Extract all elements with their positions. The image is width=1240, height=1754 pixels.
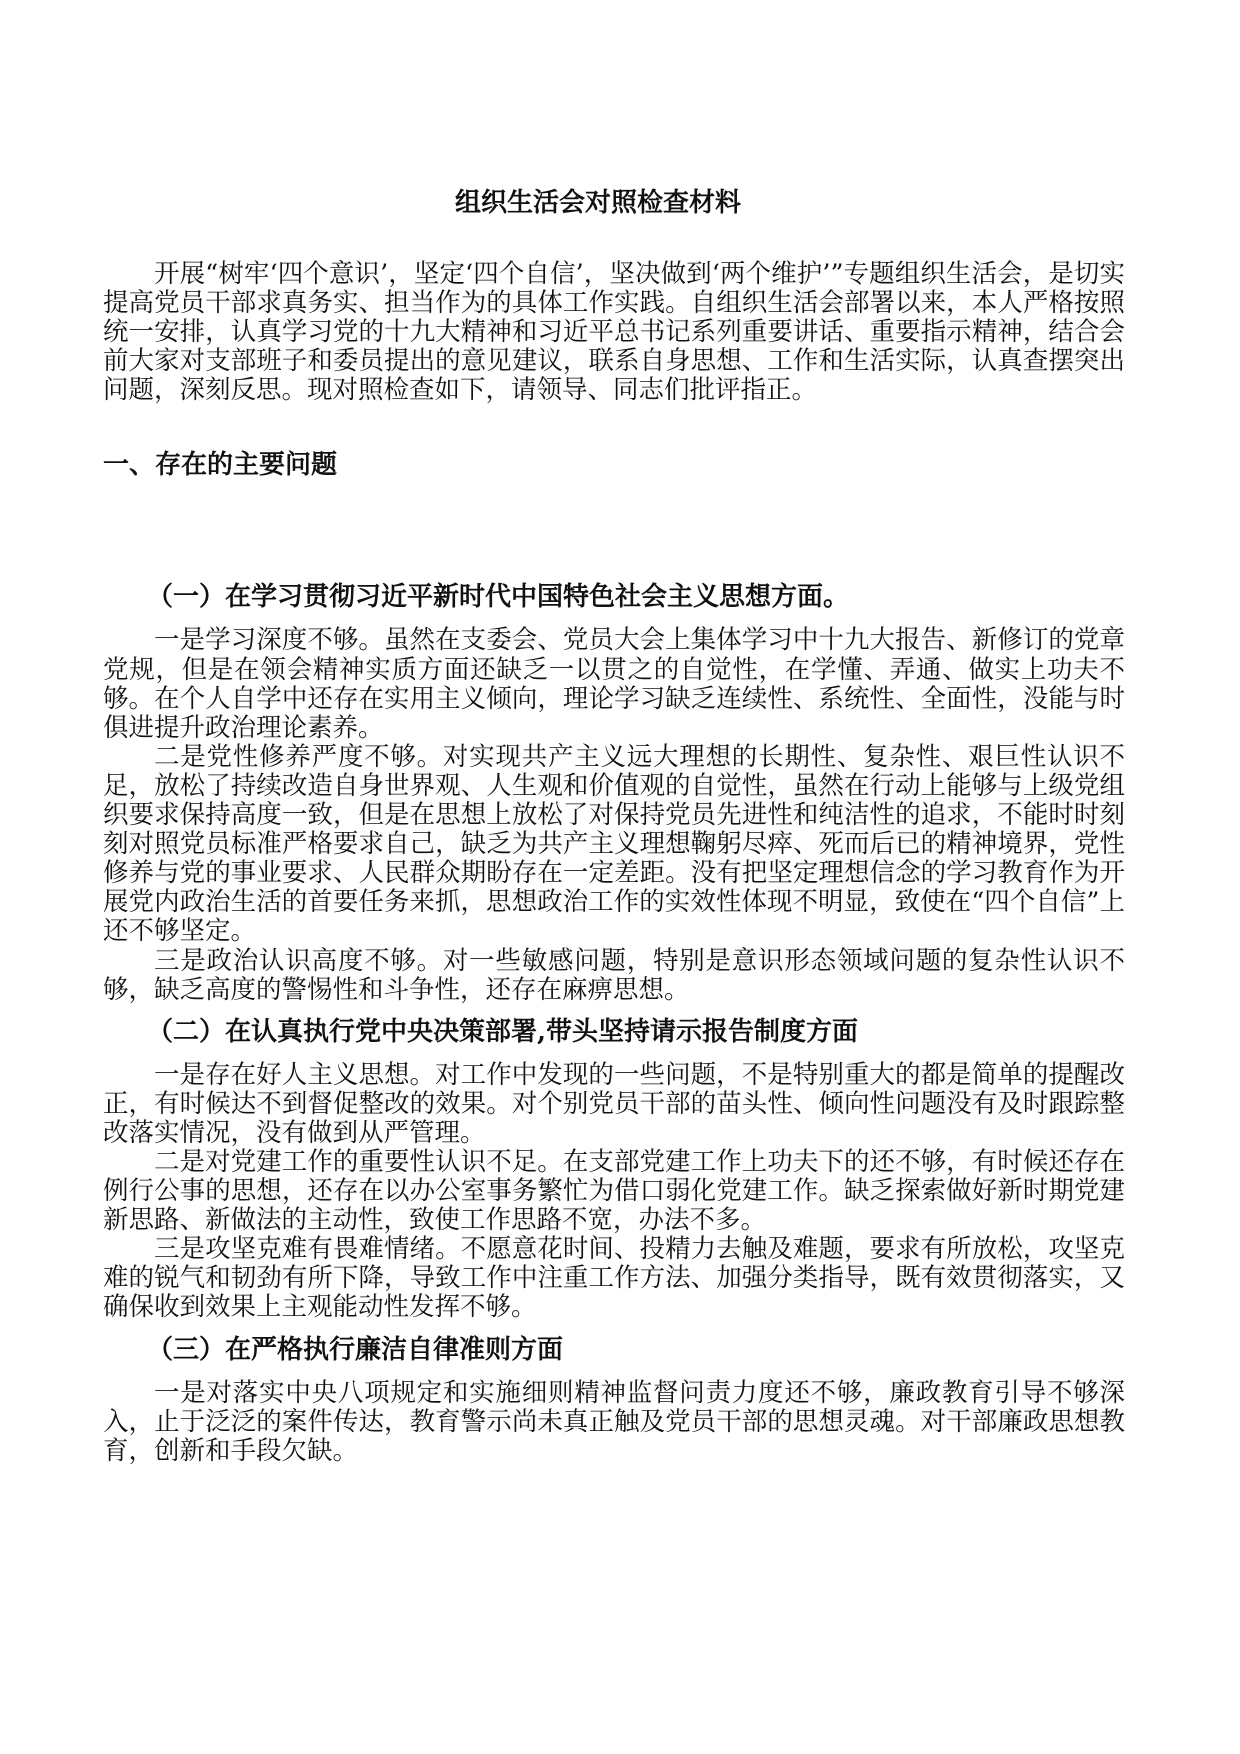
subsection-heading: （二）在认真执行党中央决策部署,带头坚持请示报告制度方面 <box>147 1016 859 1047</box>
body-paragraph: 一是对落实中央八项规定和实施细则精神监督问责力度还不够，廉政教育引导不够深入，止于泛泛的案件传达，教育警示尚未真正触及党员干部的思想灵魂。对干部廉政思想教育，创新和手段欠缺。 <box>103 1377 1125 1466</box>
body-paragraph: 三是攻坚克难有畏难情绪。不愿意花时间、投精力去触及难题，要求有所放松，攻坚克难的锐气和韧劲有所下降，导致工作中注重工作方法、加强分类指导，既有效贯彻落实，又确保收到效果上主观能动性发挥不够。 <box>103 1234 1125 1323</box>
document-body <box>103 188 1125 1466</box>
section-heading: 一、存在的主要问题 <box>103 450 338 481</box>
subsection-heading: （一）在学习贯彻习近平新时代中国特色社会主义思想方面。 <box>147 582 850 613</box>
body-paragraph: 三是政治认识高度不够。对一些敏感问题，特别是意识形态领域问题的复杂性认识不够，缺乏高度的警惕性和斗争性，还存在麻痹思想。 <box>103 945 1125 1005</box>
document-title: 组织生活会对照检查材料 <box>454 188 741 218</box>
body-paragraph: 一是存在好人主义思想。对工作中发现的一些问题，不是特别重大的都是简单的提醒改正，有时候达不到督促整改的效果。对个别党员干部的苗头性、倾向性问题没有及时跟踪整改落实情况，没有做到从严管理。 <box>103 1059 1125 1148</box>
body-paragraph: 二是对党建工作的重要性认识不足。在支部党建工作上功夫下的还不够，有时候还存在例行公事的思想，还存在以办公室事务繁忙为借口弱化党建工作。缺乏探索做好新时期党建新思路、新做法的主动性，致使工作思路不宽，办法不多。 <box>103 1146 1125 1236</box>
intro-paragraph: 开展“树牢‘四个意识’，坚定‘四个自信’，坚决做到‘两个维护’”专题组织生活会，是切实提高党员干部求真务实、担当作为的具体工作实践。自组织生活会部署以来，本人严格按照统一安排，认真学习党的十九大精神和习近平总书记系列重要讲话、重要指示精神，结合会前大家对支部班子和委员提出的意见建议，联系自身思想、工作和生活实际，认真查摆突出问题，深刻反思。现对照检查如下，请领导、同志们批评指正。 <box>103 259 1125 406</box>
subsection-heading: （三）在严格执行廉洁自律准则方面 <box>147 1334 564 1365</box>
body-paragraph: 二是党性修养严度不够。对实现共产主义远大理想的长期性、复杂性、艰巨性认识不足，放松了持续改造自身世界观、人生观和价值观的自觉性，虽然在行动上能够与上级党组织要求保持高度一致，但是在思想上放松了对保持党员先进性和纯洁性的追求，不能时时刻刻对照党员标准严格要求自己，缺乏为共产主义理想鞠躬尽瘁、死而后已的精神境界，党性修养与党的事业要求、人民群众期盼存在一定差距。没有把坚定理想信念的学习教育作为开展党内政治生活的首要任务来抓，思想政治工作的实效性体现不明显，致使在“四个自信”上还不够坚定。 <box>103 741 1125 947</box>
body-paragraph: 一是学习深度不够。虽然在支委会、党员大会上集体学习中十九大报告、新修订的党章党规，但是在领会精神实质方面还缺乏一以贯之的自觉性，在学懂、弄通、做实上功夫不够。在个人自学中还存在实用主义倾向，理论学习缺乏连续性、系统性、全面性，没能与时俱进提升政治理论素养。 <box>103 625 1125 743</box>
